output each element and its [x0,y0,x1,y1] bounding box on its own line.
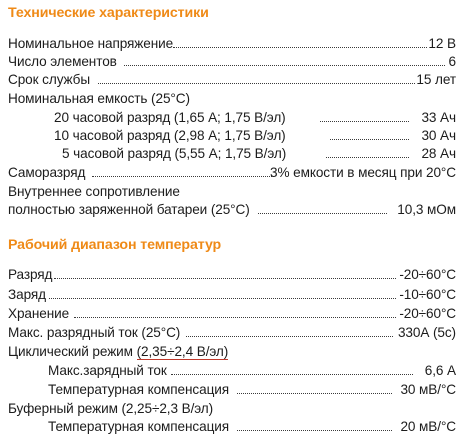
spec-row-voltage [0,35,465,53]
spec-value: 6 [448,54,456,69]
spec-label: Саморазряд [8,165,86,180]
temp-row-cyclic-compensation [0,381,465,399]
leader-dots [237,393,392,394]
spec-value: 10,3 мОм [397,202,456,217]
spec-row-capacity-heading [0,90,465,108]
spec-row-self-discharge [0,164,465,182]
spec-row-capacity-10h [0,127,465,145]
leader-dots [98,83,415,84]
spec-label: 10 часовой разряд (2,98 А; 1,75 В/эл) [54,128,286,143]
temp-value: -20÷60°С [399,267,456,282]
spec-label: полностью заряженной батареи (25°С) [8,202,250,217]
spec-value: 33 Ач [421,110,456,125]
spec-value: 3% емкости в месяц при 20°С [270,165,456,180]
leader-dots [171,374,413,375]
temp-label: Заряд [8,287,46,302]
spec-row-capacity-20h [0,109,465,127]
spec-label: Число элементов [8,54,117,69]
spec-row-resistance-heading [0,183,465,201]
spec-label: Внутреннее сопротивление [8,184,180,199]
temp-label: Хранение [8,306,70,321]
temp-row-discharge [0,266,465,284]
cyclic-mode-label [8,343,228,361]
spec-label: 20 часовой разряд (1,65 А; 1,75 В/эл) [54,110,286,125]
temp-row-float-heading [0,400,465,418]
temp-value: -10÷60°С [399,287,456,302]
leader-dots [92,176,272,177]
temp-value: 6,6 А [424,363,456,378]
spec-row-resistance [0,201,465,219]
temp-value: 20 мВ/°С [400,419,456,434]
spec-label: Номинальное напряжение [8,36,174,51]
spec-row-capacity-5h [0,145,465,163]
spec-value: 12 В [428,36,456,51]
temp-row-cyclic-heading [0,343,465,361]
temp-value: 330А (5с) [397,325,456,340]
section-title-temperature: Рабочий диапазон температур [8,237,222,253]
leader-dots [237,430,392,431]
leader-dots [186,336,393,337]
temp-row-float-compensation [0,418,465,436]
spec-value: 30 Ач [421,128,456,143]
cyclic-mode-prefix: Циклический режим [8,344,137,359]
temp-row-storage [0,305,465,323]
temp-label: Буферный режим (2,25÷2,3 В/эл) [8,401,214,416]
spec-value: 28 Ач [421,146,456,161]
temp-row-max-discharge [0,324,465,342]
temp-row-charge [0,286,465,304]
leader-dots [320,121,409,122]
temp-value: 30 мВ/°С [400,382,456,397]
spec-value: 15 лет [416,72,456,87]
leader-dots [74,317,396,318]
temp-value: -20÷60°С [399,306,456,321]
temp-label: Температурная компенсация [48,419,230,434]
leader-dots [258,213,387,214]
spec-label: 5 часовой разряд (5,55 А; 1,75 В/эл) [62,146,287,161]
temp-label: Разряд [8,267,53,282]
spec-row-cells [0,53,465,71]
temp-label: Макс. разрядный ток (25°С) [8,325,181,340]
section-title-specs: Технические характеристики [8,5,209,21]
leader-dots [49,298,396,299]
spec-label: Срок службы [8,72,91,87]
temp-label: Макс.зарядный ток [48,363,167,378]
temp-row-cyclic-max-current [0,362,465,380]
spec-label: Номинальная емкость (25°С) [8,91,190,106]
leader-dots [54,278,396,279]
leader-dots [124,65,445,66]
leader-dots [173,47,427,48]
leader-dots [330,139,409,140]
spec-row-lifetime [0,71,465,89]
temp-label: Температурная компенсация [48,382,230,397]
leader-dots [326,157,409,158]
cyclic-mode-voltage-underlined: (2,35÷2,4 В/эл) [136,344,229,359]
